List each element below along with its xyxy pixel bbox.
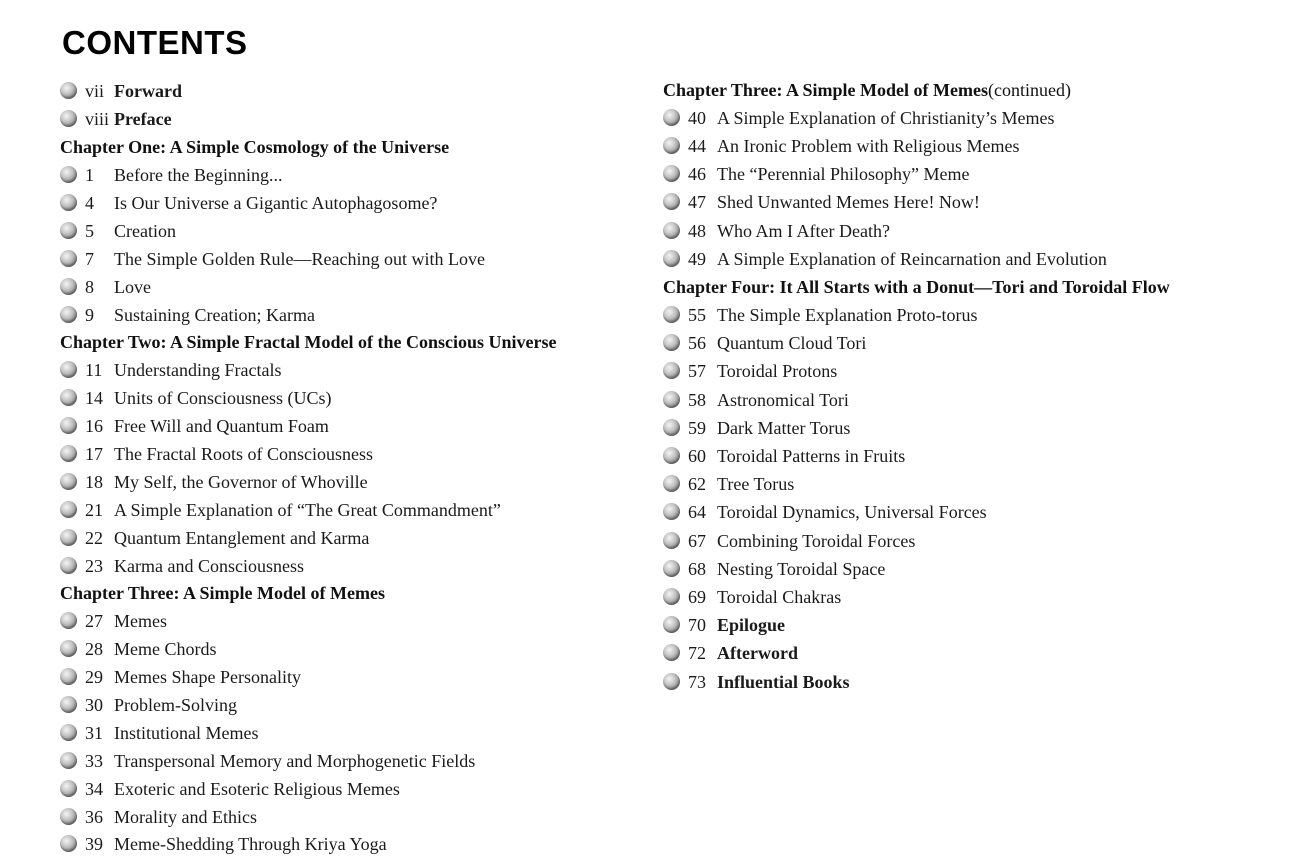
- page-number: 67: [688, 530, 706, 551]
- page-number: 73: [688, 671, 706, 692]
- page-number: 60: [688, 446, 706, 467]
- bullet-sphere-icon: [663, 503, 680, 520]
- page-number: 69: [688, 586, 706, 607]
- entry-title: A Simple Explanation of Reincarnation and Evolution: [717, 248, 1107, 269]
- chapter-heading: [60, 134, 650, 162]
- entry-title: A Simple Explanation of Christianity’s Memes: [717, 107, 1055, 128]
- entry-title: Institutional Memes: [114, 722, 259, 743]
- toc-entry[interactable]: [60, 357, 650, 385]
- entry-title: The Simple Explanation Proto-torus: [717, 305, 978, 326]
- chapter-heading: [663, 273, 1283, 301]
- entry-title: Morality and Ethics: [114, 806, 257, 827]
- bullet-sphere-icon: [60, 194, 77, 211]
- toc-entry[interactable]: [60, 608, 650, 636]
- bullet-sphere-icon: [663, 165, 680, 182]
- bullet-sphere-icon: [60, 808, 77, 825]
- bullet-sphere-icon: [60, 361, 77, 378]
- bullet-sphere-icon: [663, 362, 680, 379]
- toc-entry[interactable]: [663, 358, 1283, 386]
- entry-title: Afterword: [717, 643, 798, 664]
- toc-entry[interactable]: [663, 161, 1283, 189]
- toc-entry[interactable]: [60, 385, 650, 413]
- toc-entry[interactable]: [663, 132, 1283, 160]
- toc-entry[interactable]: [663, 583, 1283, 611]
- toc-entry[interactable]: [60, 496, 650, 524]
- entry-title: Dark Matter Torus: [717, 417, 851, 438]
- chapter-heading-text: Chapter One: A Simple Cosmology of the Universe: [60, 137, 450, 158]
- page-number: 5: [85, 220, 94, 241]
- entry-title: The “Perennial Philosophy” Meme: [717, 164, 970, 185]
- toc-left-column: [60, 78, 650, 859]
- entry-title: An Ironic Problem with Religious Memes: [717, 135, 1020, 156]
- page-number: 58: [688, 389, 706, 410]
- page-number: 39: [85, 834, 103, 855]
- toc-right-column: [663, 76, 1283, 696]
- entry-title: Toroidal Patterns in Fruits: [717, 446, 906, 467]
- page-number: 29: [85, 667, 103, 688]
- entry-title: Nesting Toroidal Space: [717, 558, 886, 579]
- toc-entry[interactable]: [60, 775, 650, 803]
- toc-entry[interactable]: [60, 413, 650, 441]
- page-number: 56: [688, 333, 706, 354]
- page-number: 62: [688, 474, 706, 495]
- bullet-sphere-icon: [663, 560, 680, 577]
- page-title: CONTENTS: [62, 24, 248, 61]
- bullet-sphere-icon: [663, 193, 680, 210]
- page-number: 30: [85, 695, 103, 716]
- page-number: 28: [85, 639, 103, 660]
- page-number: 21: [85, 499, 103, 520]
- bullet-sphere-icon: [663, 109, 680, 126]
- page-number: 49: [688, 248, 706, 269]
- bullet-sphere-icon: [60, 278, 77, 295]
- entry-title: Forward: [114, 81, 182, 102]
- bullet-sphere-icon: [60, 612, 77, 629]
- bullet-sphere-icon: [60, 110, 77, 127]
- toc-entry[interactable]: [60, 162, 650, 190]
- page-number: 31: [85, 722, 103, 743]
- bullet-sphere-icon: [60, 473, 77, 490]
- bullet-sphere-icon: [60, 557, 77, 574]
- bullet-sphere-icon: [60, 222, 77, 239]
- bullet-sphere-icon: [60, 250, 77, 267]
- page-number: 27: [85, 611, 103, 632]
- bullet-sphere-icon: [663, 137, 680, 154]
- page-number: 16: [85, 416, 103, 437]
- bullet-sphere-icon: [663, 222, 680, 239]
- page-number: 70: [688, 615, 706, 636]
- chapter-heading-text: Chapter Three: A Simple Model of Memes: [663, 79, 988, 100]
- bullet-sphere-icon: [663, 419, 680, 436]
- bullet-sphere-icon: [663, 391, 680, 408]
- entry-title: Toroidal Chakras: [717, 586, 842, 607]
- page-number: 40: [688, 107, 706, 128]
- toc-entry[interactable]: [663, 471, 1283, 499]
- toc-entry[interactable]: [663, 189, 1283, 217]
- entry-title: Karma and Consciousness: [114, 555, 304, 576]
- entry-title: Combining Toroidal Forces: [717, 530, 916, 551]
- bullet-sphere-icon: [663, 306, 680, 323]
- page-number: 17: [85, 444, 103, 465]
- toc-entry[interactable]: [663, 442, 1283, 470]
- chapter-heading-text: Chapter Three: A Simple Model of Memes: [60, 583, 385, 604]
- page-number: 18: [85, 471, 103, 492]
- bullet-sphere-icon: [663, 447, 680, 464]
- page-number: 46: [688, 164, 706, 185]
- bullet-sphere-icon: [663, 250, 680, 267]
- entry-title: Who Am I After Death?: [717, 220, 890, 241]
- entry-title: Problem-Solving: [114, 695, 238, 716]
- entry-title: Sustaining Creation; Karma: [114, 304, 315, 325]
- bullet-sphere-icon: [60, 780, 77, 797]
- toc-entry[interactable]: [663, 217, 1283, 245]
- toc-entry[interactable]: [60, 273, 650, 301]
- bullet-sphere-icon: [663, 532, 680, 549]
- toc-entry[interactable]: [60, 468, 650, 496]
- page-number: 23: [85, 555, 103, 576]
- bullet-sphere-icon: [60, 529, 77, 546]
- entry-title: Tree Torus: [717, 474, 795, 495]
- entry-title: Meme-Shedding Through Kriya Yoga: [114, 834, 387, 855]
- toc-entry[interactable]: [60, 441, 650, 469]
- bullet-sphere-icon: [60, 306, 77, 323]
- bullet-sphere-icon: [60, 389, 77, 406]
- toc-entry[interactable]: [60, 217, 650, 245]
- page-number: 4: [85, 193, 94, 213]
- entry-title: Toroidal Protons: [717, 361, 838, 382]
- page-number: 11: [85, 360, 103, 381]
- toc-entry[interactable]: [60, 106, 650, 134]
- chapter-heading: [60, 329, 650, 357]
- entry-title: Shed Unwanted Memes Here! Now!: [717, 192, 980, 213]
- toc-entry[interactable]: [663, 640, 1283, 668]
- page-number: 22: [85, 527, 103, 548]
- toc-entry[interactable]: [663, 527, 1283, 555]
- page-number: 33: [85, 750, 103, 771]
- page-number: vii: [85, 81, 105, 102]
- entry-title: Exoteric and Esoteric Religious Memes: [114, 778, 400, 799]
- toc-entry[interactable]: [60, 636, 650, 664]
- entry-title: A Simple Explanation of “The Great Commandment”: [114, 499, 501, 520]
- bullet-sphere-icon: [60, 752, 77, 769]
- entry-title: The Fractal Roots of Consciousness: [114, 444, 373, 465]
- bullet-sphere-icon: [60, 640, 77, 657]
- page-number: 14: [85, 388, 103, 409]
- toc-entry[interactable]: [60, 78, 650, 106]
- toc-entry[interactable]: [60, 301, 650, 329]
- bullet-sphere-icon: [663, 644, 680, 661]
- bullet-sphere-icon: [60, 417, 77, 434]
- page-number: 47: [688, 192, 706, 213]
- page-number: 55: [688, 305, 706, 326]
- toc-entry[interactable]: [60, 190, 650, 218]
- toc-entry[interactable]: [663, 555, 1283, 583]
- bullet-sphere-icon: [60, 696, 77, 713]
- bullet-sphere-icon: [60, 668, 77, 685]
- entry-title: Before the Beginning...: [114, 165, 283, 186]
- entry-title: The Simple Golden Rule—Reaching out with Love: [114, 248, 485, 269]
- entry-title: Memes Shape Personality: [114, 667, 301, 688]
- chapter-heading: [60, 580, 650, 608]
- toc-entry[interactable]: [60, 524, 650, 552]
- page-number: 48: [688, 220, 706, 241]
- toc-entry[interactable]: [60, 719, 650, 747]
- toc-entry[interactable]: [663, 330, 1283, 358]
- entry-title: Quantum Cloud Tori: [717, 333, 867, 354]
- toc-entry[interactable]: [60, 664, 650, 692]
- page-number: 57: [688, 361, 706, 382]
- entry-title: Understanding Fractals: [114, 360, 282, 381]
- bullet-sphere-icon: [60, 724, 77, 741]
- bullet-sphere-icon: [60, 501, 77, 518]
- toc-entry[interactable]: [60, 692, 650, 720]
- page-number: 36: [85, 806, 103, 827]
- chapter-heading-text: Chapter Four: It All Starts with a Donut—Tori and Toroidal Flow: [663, 276, 1170, 297]
- page-number: 72: [688, 643, 706, 664]
- bullet-sphere-icon: [663, 616, 680, 633]
- entry-title: Transpersonal Memory and Morphogenetic Fields: [114, 750, 476, 771]
- bullet-sphere-icon: [60, 445, 77, 462]
- chapter-heading: [663, 76, 1283, 104]
- bullet-sphere-icon: [663, 588, 680, 605]
- bullet-sphere-icon: [60, 835, 77, 852]
- entry-title: Free Will and Quantum Foam: [114, 416, 329, 437]
- entry-title: Memes: [114, 611, 167, 632]
- entry-title: Toroidal Dynamics, Universal Forces: [717, 502, 987, 523]
- toc-entry[interactable]: [663, 245, 1283, 273]
- entry-title: Preface: [114, 109, 172, 130]
- toc-entry[interactable]: [663, 668, 1283, 696]
- entry-title: Is Our Universe a Gigantic Autophagosome?: [114, 193, 438, 213]
- toc-entry[interactable]: [60, 803, 650, 831]
- page-number: 7: [85, 248, 94, 269]
- toc-entry[interactable]: [60, 831, 650, 859]
- page-number: 44: [688, 135, 706, 156]
- toc-entry[interactable]: [663, 386, 1283, 414]
- page-number: 59: [688, 417, 706, 438]
- toc-entry[interactable]: [663, 302, 1283, 330]
- toc-entry[interactable]: [60, 245, 650, 273]
- toc-entry[interactable]: [663, 104, 1283, 132]
- bullet-sphere-icon: [663, 673, 680, 690]
- bullet-sphere-icon: [663, 475, 680, 492]
- entry-title: Units of Consciousness (UCs): [114, 388, 332, 409]
- bullet-sphere-icon: [663, 334, 680, 351]
- toc-entry[interactable]: [60, 552, 650, 580]
- page-number: 64: [688, 502, 706, 523]
- entry-title: Love: [114, 276, 151, 297]
- toc-entry[interactable]: [663, 612, 1283, 640]
- page-number: 34: [85, 778, 103, 799]
- toc-entry[interactable]: [60, 747, 650, 775]
- page-number: viii: [85, 109, 110, 130]
- entry-title: Influential Books: [717, 671, 850, 692]
- entry-title: My Self, the Governor of Whoville: [114, 471, 368, 492]
- chapter-heading-text: Chapter Two: A Simple Fractal Model of the Conscious Universe: [60, 332, 557, 353]
- entry-title: Epilogue: [717, 615, 786, 636]
- toc-entry[interactable]: [663, 499, 1283, 527]
- entry-title: Astronomical Tori: [717, 389, 849, 410]
- entry-title: Meme Chords: [114, 639, 217, 660]
- page-number: 1: [85, 165, 94, 186]
- entry-title: Creation: [114, 220, 176, 241]
- bullet-sphere-icon: [60, 166, 77, 183]
- entry-title: Quantum Entanglement and Karma: [114, 527, 370, 548]
- chapter-heading-note: (continued): [987, 79, 1071, 100]
- page-number: 8: [85, 276, 94, 297]
- bullet-sphere-icon: [60, 82, 77, 99]
- page-number: 68: [688, 558, 706, 579]
- page-number: 9: [85, 304, 94, 325]
- toc-entry[interactable]: [663, 414, 1283, 442]
